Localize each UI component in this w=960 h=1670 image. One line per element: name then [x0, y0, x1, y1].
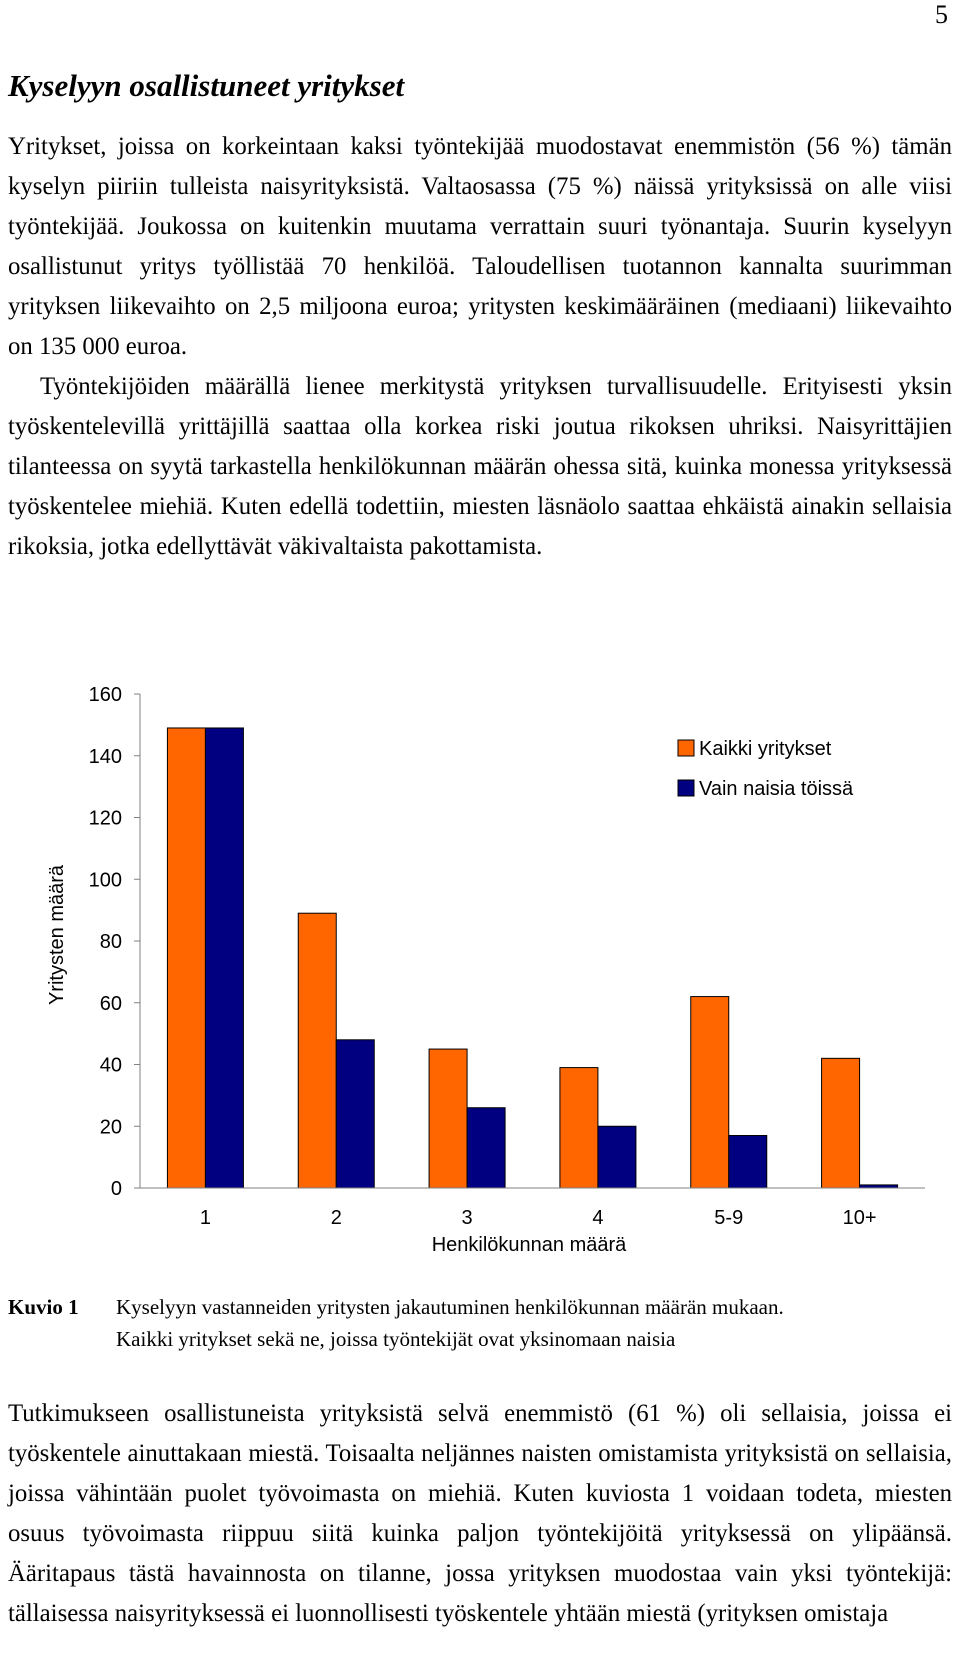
x-axis-title: Henkilökunnan määrä — [431, 1234, 627, 1256]
caption-label: Kuvio 1 — [8, 1295, 79, 1319]
y-tick-label: 40 — [99, 1054, 122, 1077]
bar-kaikki-2 — [298, 913, 336, 1188]
intro-paragraph-1: Yritykset, joissa on korkeintaan kaksi työntekijää muodostavat enemmistön (56 %) tämän kyselyn piiriin tulleista naisyrityksistä. Valtaosassa (75 %) näissä yrityksissä on alle viisi työntekijää. Joukossa on kuitenkin muutama verrattain suuri työnantaja. Suurin kyselyyn osallistunut yritys työllistää 70 henkilöä. Taloudellisen tuotannon kannalta suurimman yrityksen liikevaihto on 2,5 miljoona euroa; yritysten keskimääräinen (mediaani) liikevaihto on 135 000 euroa. — [8, 133, 952, 360]
closing-paragraph: Tutkimukseen osallistuneista yrityksistä selvä enemmistö (61 %) oli sellaisia, joissa ei työskentele ainuttakaan miestä. Toisaalta neljännes naisten omistamista yrityksistä on sellaisia, joissa vähintään puolet työvoimasta on miehiä. Kuten kuviosta 1 voidaan todeta, miesten osuus työvoimasta riippuu siitä kuinka paljon työntekijöitä yrityksessä on ylipäänsä. Ääritapaus tästä havainnosta on tilanne, jossa yrityksen muodostaa vain yksi työntekijä: tällaisessa naisyrityksessä ei luonnollisesti työskentele yhtään miestä (yrityksen omistaja — [8, 1400, 952, 1627]
x-tick-label: 3 — [461, 1207, 473, 1229]
x-tick-label: 5-9 — [714, 1207, 744, 1229]
bar-vain-naisia-5-9 — [729, 1136, 767, 1188]
bar-vain-naisia-1 — [205, 728, 243, 1188]
caption-text — [116, 1291, 952, 1355]
bar-kaikki-1 — [167, 728, 205, 1188]
intro-paragraph-2: Työntekijöiden määrällä lienee merkitystä yrityksen turvallisuudelle. Erityisesti yksin työskentelevillä yrittäjillä saattaa olla korkea riski joutua rikoksen uhriksi. Naisyrittäjien tilanteessa on syytä tarkastella henkilökunnan määrän ohessa sitä, kuinka monessa yrityksessä työskentelee miehiä. Kuten edellä todettiin, miesten läsnäolo saattaa ehkäistä ainakin sellaisia rikoksia, jotka edellyttävät väkivaltaista pakottamista. — [8, 373, 952, 560]
y-axis — [89, 684, 140, 1200]
x-tick-label: 2 — [330, 1207, 342, 1229]
y-tick-label: 120 — [88, 807, 122, 830]
caption-line-2: Kaikki yritykset sekä ne, joissa työntekijät ovat yksinomaan naisia — [116, 1327, 676, 1351]
y-axis-title: Yritysten määrä — [46, 864, 68, 1006]
section-heading: Kyselyyn osallistuneet yritykset — [8, 68, 405, 103]
y-tick-label: 100 — [88, 869, 122, 892]
page-number: 5 — [935, 0, 948, 29]
x-axis — [140, 1188, 925, 1229]
bar-kaikki-3 — [429, 1049, 467, 1188]
legend-label: Kaikki yritykset — [699, 738, 832, 760]
legend-label: Vain naisia töissä — [699, 778, 854, 800]
closing-text — [8, 1394, 952, 1634]
y-tick-label: 60 — [99, 992, 122, 1015]
y-tick-label: 160 — [88, 684, 122, 706]
bar-vain-naisia-3 — [467, 1108, 505, 1188]
legend-swatch — [678, 740, 694, 756]
x-tick-label: 10+ — [842, 1207, 877, 1229]
legend — [678, 738, 854, 800]
x-tick-label: 1 — [199, 1207, 211, 1229]
y-tick-label: 140 — [88, 745, 122, 768]
employee-count-bar-chart — [0, 660, 960, 1270]
y-tick-label: 20 — [99, 1116, 122, 1139]
bar-kaikki-10+ — [822, 1058, 860, 1188]
bar-vain-naisia-2 — [336, 1040, 374, 1188]
y-tick-label: 0 — [110, 1178, 122, 1200]
intro-text — [8, 127, 952, 567]
bar-kaikki-4 — [560, 1068, 598, 1188]
x-tick-label: 4 — [592, 1207, 604, 1229]
bar-kaikki-5-9 — [691, 997, 729, 1188]
legend-swatch — [678, 780, 694, 796]
y-tick-label: 80 — [99, 931, 122, 953]
caption-line-1: Kyselyyn vastanneiden yritysten jakautuminen henkilökunnan määrän mukaan. — [116, 1295, 784, 1319]
bar-vain-naisia-4 — [598, 1126, 636, 1188]
